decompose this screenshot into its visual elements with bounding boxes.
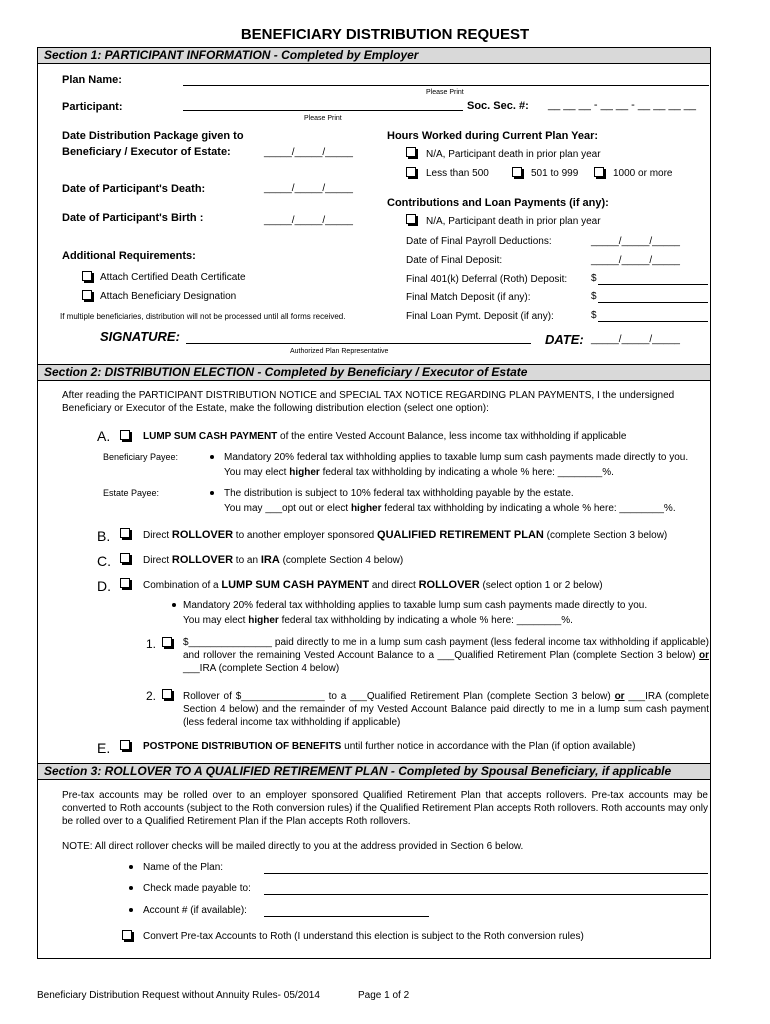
higher-emphasis: higher bbox=[289, 467, 320, 478]
final-loan-field[interactable] bbox=[598, 321, 708, 322]
option-c-checkbox[interactable] bbox=[120, 553, 130, 563]
page-number: Page 1 of 2 bbox=[358, 990, 410, 1001]
estate-withholding-field[interactable]: federal tax withholding by indicating a whole % here: ________%. bbox=[381, 503, 676, 514]
dollar-sign: $ bbox=[591, 310, 597, 321]
option-c-letter: C. bbox=[97, 553, 111, 569]
date-label: DATE: bbox=[545, 332, 584, 347]
signature-label: SIGNATURE: bbox=[100, 329, 180, 344]
option-d-checkbox[interactable] bbox=[120, 578, 130, 588]
signature-date-field[interactable]: _____/_____/_____ bbox=[591, 334, 680, 345]
additional-requirements-label: Additional Requirements: bbox=[62, 250, 196, 262]
attach-beneficiary-label: Attach Beneficiary Designation bbox=[100, 291, 237, 302]
signature-field[interactable] bbox=[186, 343, 531, 344]
sub-option-1-number: 1. bbox=[146, 637, 157, 651]
beneficiary-payee-text-2: You may elect bbox=[224, 467, 290, 478]
option-e-letter: E. bbox=[97, 740, 111, 756]
final-401k-label: Final 401(k) Deferral (Roth) Deposit: bbox=[406, 274, 568, 285]
option-c-text: to an bbox=[233, 555, 261, 566]
date-package-label-1: Date Distribution Package given to bbox=[62, 130, 244, 142]
plan-name-label: Plan Name: bbox=[62, 74, 122, 86]
hours-worked-label: Hours Worked during Current Plan Year: bbox=[387, 130, 599, 142]
option-b-text: Direct bbox=[143, 530, 172, 541]
birth-date-field[interactable]: _____/_____/_____ bbox=[264, 215, 353, 226]
sub-option-2-number: 2. bbox=[146, 689, 157, 703]
attach-death-label: Attach Certified Death Certificate bbox=[100, 272, 246, 283]
option-b-text: to another employer sponsored bbox=[233, 530, 378, 541]
plan-name-field[interactable] bbox=[183, 85, 709, 86]
option-d-letter: D. bbox=[97, 578, 111, 594]
option-d-bullet-text-2: You may elect bbox=[183, 615, 249, 626]
rollover-plan-name-field[interactable] bbox=[264, 873, 708, 874]
option-b-text: (complete Section 3 below) bbox=[543, 530, 668, 541]
final-payroll-label: Date of Final Payroll Deductions: bbox=[406, 236, 552, 247]
soc-sec-label: Soc. Sec. #: bbox=[467, 100, 529, 112]
participant-label: Participant: bbox=[62, 101, 123, 113]
hours-na-label: N/A, Participant death in prior plan year bbox=[426, 149, 601, 160]
check-payable-field[interactable] bbox=[264, 894, 708, 895]
contrib-na-checkbox[interactable] bbox=[406, 214, 416, 224]
ssn-field[interactable]: __ __ __ - __ __ - __ __ __ __ bbox=[548, 99, 697, 111]
option-a-title: LUMP SUM CASH PAYMENT bbox=[143, 431, 278, 442]
contrib-na-label: N/A, Participant death in prior plan year bbox=[426, 216, 601, 227]
form-title: BENEFICIARY DISTRIBUTION REQUEST bbox=[240, 26, 530, 43]
section-2-intro: After reading the PARTICIPANT DISTRIBUTION NOTICE and SPECIAL TAX NOTICE REGARDING PLAN PAYMENTS, I the undersigned Beneficiary or Executor of the Estate, make the following distribution election (select one option): bbox=[62, 390, 675, 414]
1000-more-label: 1000 or more bbox=[613, 168, 673, 179]
higher-emphasis: higher bbox=[248, 615, 279, 626]
attach-beneficiary-checkbox[interactable] bbox=[82, 290, 92, 300]
option-a-text: of the entire Vested Account Balance, less income tax withholding if applicable bbox=[277, 431, 627, 442]
ira-emphasis: IRA bbox=[260, 554, 280, 566]
qualified-plan-emphasis: QUALIFIED RETIREMENT PLAN bbox=[377, 529, 544, 541]
please-print-note: Please Print bbox=[426, 89, 464, 96]
bullet bbox=[172, 603, 176, 607]
less-500-label: Less than 500 bbox=[426, 168, 489, 179]
section-3-header: Section 3: ROLLOVER TO A QUALIFIED RETIREMENT PLAN - Completed by Spousal Beneficiary, if applicable bbox=[37, 763, 711, 780]
option-d-text: (select option 1 or 2 below) bbox=[479, 580, 603, 591]
contributions-label: Contributions and Loan Payments (if any): bbox=[387, 197, 609, 209]
estate-payee-text-1: The distribution is subject to 10% federal tax withholding payable by the estate. bbox=[224, 488, 574, 499]
final-deposit-field[interactable]: _____/_____/_____ bbox=[591, 255, 680, 266]
attach-death-checkbox[interactable] bbox=[82, 271, 92, 281]
authorized-rep-note: Authorized Plan Representative bbox=[290, 348, 389, 355]
option-d-text: Combination of a bbox=[143, 580, 222, 591]
option-b-letter: B. bbox=[97, 528, 111, 544]
final-match-label: Final Match Deposit (if any): bbox=[406, 292, 531, 303]
rollover-emphasis: ROLLOVER bbox=[418, 579, 480, 591]
sub-option-1-checkbox[interactable] bbox=[162, 637, 172, 647]
final-deposit-label: Date of Final Deposit: bbox=[406, 255, 503, 266]
account-label: Account # (if available): bbox=[143, 905, 247, 916]
dollar-sign: $ bbox=[591, 291, 597, 302]
bullet bbox=[129, 865, 133, 869]
option-e-checkbox[interactable] bbox=[120, 740, 130, 750]
option-a-letter: A. bbox=[97, 428, 111, 444]
option-c-text: (complete Section 4 below) bbox=[279, 555, 404, 566]
death-date-label: Date of Participant's Death: bbox=[62, 183, 206, 195]
option-b-checkbox[interactable] bbox=[120, 528, 130, 538]
section-2-header: Section 2: DISTRIBUTION ELECTION - Completed by Beneficiary / Executor of Estate bbox=[37, 364, 711, 381]
date-package-label-2: Beneficiary / Executor of Estate: bbox=[62, 146, 231, 158]
sub-option-2-text: Rollover of $_______________ to a ___Qualified Retirement Plan (complete Section 3 below) or ___IRA (complete Section 4 below) and the remainder of my Vested Account Balance paid directly to me in a lump sum cash payment (less federal income tax withholding if applicable) bbox=[183, 691, 710, 728]
death-date-field[interactable]: _____/_____/_____ bbox=[264, 183, 353, 194]
501-999-checkbox[interactable] bbox=[512, 167, 522, 177]
option-e-text: until further notice in accordance with the Plan (if option available) bbox=[341, 741, 636, 752]
rollover-emphasis: ROLLOVER bbox=[171, 529, 234, 541]
final-401k-field[interactable] bbox=[598, 284, 708, 285]
footer-form-name: Beneficiary Distribution Request without Annuity Rules- 05/2014 bbox=[37, 990, 320, 1001]
lump-sum-emphasis: LUMP SUM CASH PAYMENT bbox=[221, 579, 370, 591]
check-payable-label: Check made payable to: bbox=[143, 883, 251, 894]
beneficiary-payee-text-1: Mandatory 20% federal tax withholding applies to taxable lump sum cash payments made directly to you. bbox=[224, 452, 689, 463]
bullet bbox=[210, 491, 214, 495]
option-d-text: and direct bbox=[369, 580, 419, 591]
please-print-note-2: Please Print bbox=[304, 115, 342, 122]
beneficiary-withholding-field[interactable]: federal tax withholding by indicating a whole % here: ________%. bbox=[319, 467, 614, 478]
date-package-field[interactable]: _____/_____/_____ bbox=[264, 147, 353, 158]
convert-roth-label: Convert Pre-tax Accounts to Roth (I understand this election is subject to the Roth conversion rules) bbox=[143, 931, 584, 942]
section-1-header: Section 1: PARTICIPANT INFORMATION - Completed by Employer bbox=[37, 47, 711, 64]
account-number-field[interactable] bbox=[264, 916, 429, 917]
estate-payee-text-2[interactable]: You may ___opt out or elect bbox=[224, 503, 351, 514]
convert-roth-checkbox[interactable] bbox=[122, 930, 132, 940]
multiple-beneficiaries-note: If multiple beneficiaries, distribution will not be processed until all forms received. bbox=[60, 312, 346, 321]
final-loan-label: Final Loan Pymt. Deposit (if any): bbox=[406, 311, 554, 322]
rollover-note: NOTE: All direct rollover checks will be mailed directly to you at the address provided in Section 6 below. bbox=[62, 841, 524, 852]
hours-na-checkbox[interactable] bbox=[406, 147, 416, 157]
dollar-sign: $ bbox=[591, 273, 597, 284]
option-a-checkbox[interactable] bbox=[120, 430, 130, 440]
section-3-intro: Pre-tax accounts may be rolled over to an employer sponsored Qualified Retirement Plan that accepts rollovers. Pre-tax accounts may be converted to Roth accounts (subject to the Roth conversion rules) if the Qualified Retirement Plan accepts Roth rollovers. Roth accounts may only be rolled over to a Qualified Retirement Plan if the Plan accepts Roth rollovers. bbox=[62, 790, 708, 827]
final-payroll-field[interactable]: _____/_____/_____ bbox=[591, 236, 680, 247]
option-d-bullet-text-1: Mandatory 20% federal tax withholding applies to taxable lump sum cash payments made directly to you. bbox=[183, 600, 648, 611]
final-match-field[interactable] bbox=[598, 302, 708, 303]
birth-date-label: Date of Participant's Birth : bbox=[62, 212, 204, 224]
participant-field[interactable] bbox=[183, 110, 463, 111]
option-e-title: POSTPONE DISTRIBUTION OF BENEFITS bbox=[143, 741, 342, 752]
less-500-checkbox[interactable] bbox=[406, 167, 416, 177]
higher-emphasis: higher bbox=[350, 503, 382, 514]
rollover-emphasis: ROLLOVER bbox=[171, 554, 234, 566]
1000-more-checkbox[interactable] bbox=[594, 167, 604, 177]
501-999-label: 501 to 999 bbox=[531, 168, 579, 179]
bullet bbox=[210, 455, 214, 459]
beneficiary-payee-label: Beneficiary Payee: bbox=[103, 452, 179, 462]
bullet bbox=[129, 908, 133, 912]
estate-payee-label: Estate Payee: bbox=[103, 488, 160, 498]
sub-option-1-text: $_______________ paid directly to me in a lump sum cash payment (less federal income tax withholding if applicable) and rollover the remaining Vested Account Balance to a ___Qualified Retirement Plan (complete Section 3 below) or ___IRA (complete Section 4 below) bbox=[183, 637, 709, 674]
option-c-text: Direct bbox=[143, 555, 172, 566]
sub-option-2-checkbox[interactable] bbox=[162, 689, 172, 699]
option-d-withholding-field[interactable]: federal tax withholding by indicating a whole % here: ________%. bbox=[278, 615, 573, 626]
bullet bbox=[129, 886, 133, 890]
plan-name-label-s3: Name of the Plan: bbox=[143, 862, 224, 873]
